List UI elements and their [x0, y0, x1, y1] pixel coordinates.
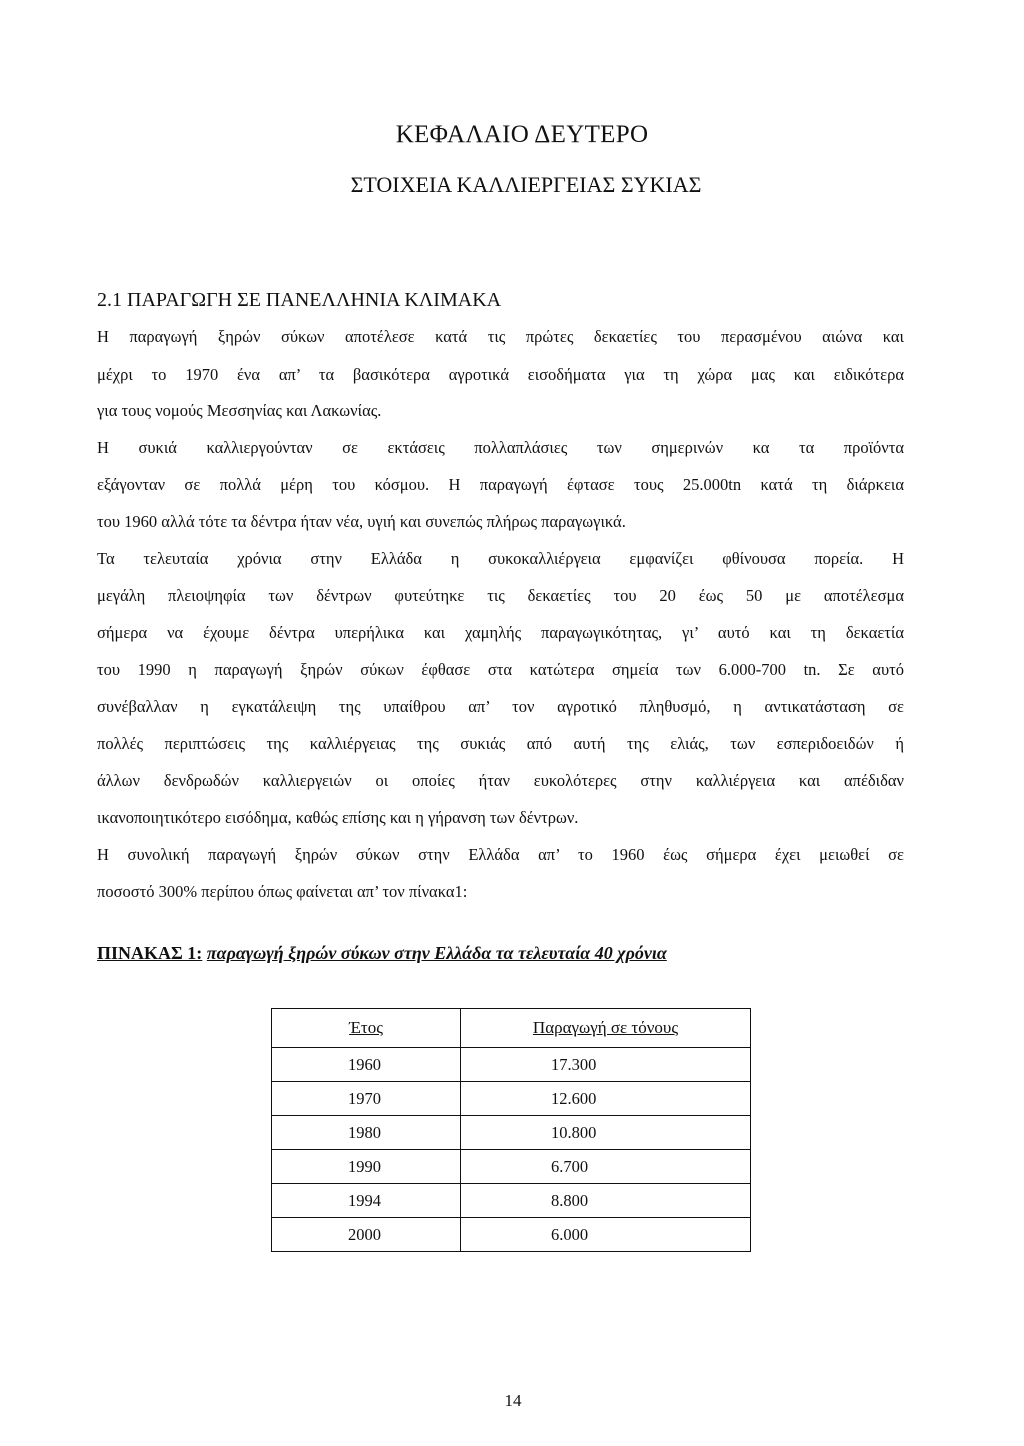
cell-production: 8.800 [461, 1184, 751, 1218]
body-line: Τα τελευταία χρόνια στην Ελλάδα η συκοκαλλιέργεια εμφανίζει φθίνουσα πορεία. Η [97, 549, 904, 568]
production-table [271, 1008, 751, 1252]
table-row [272, 1184, 751, 1218]
table-header-row [272, 1009, 751, 1048]
table-row [272, 1082, 751, 1116]
page-number: 14 [504, 1391, 522, 1410]
table-row [272, 1048, 751, 1082]
cell-production: 12.600 [461, 1082, 751, 1116]
body-line: ποσοστό 300% περίπου όπως φαίνεται απ’ τον πίνακα1: [97, 882, 468, 901]
body-line: για τους νομούς Μεσσηνίας και Λακωνίας. [97, 401, 382, 420]
body-line: Η παραγωγή ξηρών σύκων αποτέλεσε κατά τις πρώτες δεκαετίες του περασμένου αιώνα και [97, 327, 904, 346]
body-line: άλλων δενδρωδών καλλιεργειών οι οποίες ήταν ευκολότερες στην καλλιέργεια και απέδιδαν [97, 771, 904, 790]
table-row [272, 1218, 751, 1252]
body-line: Η συνολική παραγωγή ξηρών σύκων στην Ελλάδα απ’ το 1960 έως σήμερα έχει μειωθεί σε [97, 845, 904, 864]
body-line: του 1990 η παραγωγή ξηρών σύκων έφθασε στα κατώτερα σημεία των 6.000-700 tn. Σε αυτό [97, 660, 904, 679]
table-row [272, 1116, 751, 1150]
cell-production: 17.300 [461, 1048, 751, 1082]
table-row [272, 1150, 751, 1184]
body-line: μέχρι το 1970 ένα απ’ τα βασικότερα αγροτικά εισοδήματα για τη χώρα μας και ειδικότερα [97, 365, 904, 384]
column-header-year: Έτος [272, 1009, 461, 1048]
cell-production: 6.700 [461, 1150, 751, 1184]
body-line: Η συκιά καλλιεργούνταν σε εκτάσεις πολλαπλάσιες των σημερινών κα τα προϊόντα [97, 438, 904, 457]
body-line: συνέβαλλαν η εγκατάλειψη της υπαίθρου απ’ τον αγροτικό πληθυσμό, η αντικατάσταση σε [97, 697, 904, 716]
body-line: μεγάλη πλειοψηφία των δέντρων φυτεύτηκε τις δεκαετίες του 20 έως 50 με αποτέλεσμα [97, 586, 904, 605]
cell-year: 1970 [272, 1082, 461, 1116]
cell-production: 10.800 [461, 1116, 751, 1150]
table-caption [97, 943, 667, 964]
body-line: σήμερα να έχουμε δέντρα υπερήλικα και χαμηλής παραγωγικότητας, γι’ αυτό και τη δεκαετία [97, 623, 904, 642]
section-heading: 2.1 ΠΑΡΑΓΩΓΗ ΣΕ ΠΑΝΕΛΛΗΝΙΑ ΚΛΙΜΑΚΑ [97, 289, 502, 311]
cell-year: 1990 [272, 1150, 461, 1184]
body-line: ικανοποιητικότερο εισόδημα, καθώς επίσης και η γήρανση των δέντρων. [97, 808, 579, 827]
cell-production: 6.000 [461, 1218, 751, 1252]
body-line: πολλές περιπτώσεις της καλλιέργειας της συκιάς από αυτή της ελιάς, των εσπεριδοειδών ή [97, 734, 904, 753]
column-header-production: Παραγωγή σε τόνους [461, 1009, 751, 1048]
cell-year: 1994 [272, 1184, 461, 1218]
table-caption-label: ΠΙΝΑΚΑΣ 1: [97, 943, 203, 963]
table-caption-text: παραγωγή ξηρών σύκων στην Ελλάδα τα τελευταία 40 χρόνια [206, 943, 667, 963]
cell-year: 1980 [272, 1116, 461, 1150]
cell-year: 2000 [272, 1218, 461, 1252]
chapter-subtitle: ΣΤΟΙΧΕΙΑ ΚΑΛΛΙΕΡΓΕΙΑΣ ΣΥΚΙΑΣ [350, 172, 702, 197]
chapter-title: ΚΕΦΑΛΑΙΟ ΔΕΥΤΕΡΟ [395, 121, 649, 148]
body-line: του 1960 αλλά τότε τα δέντρα ήταν νέα, υγιή και συνεπώς πλήρως παραγωγικά. [97, 512, 626, 531]
body-line: εξάγονταν σε πολλά μέρη του κόσμου. Η παραγωγή έφτασε τους 25.000tn κατά τη διάρκεια [97, 475, 904, 494]
cell-year: 1960 [272, 1048, 461, 1082]
